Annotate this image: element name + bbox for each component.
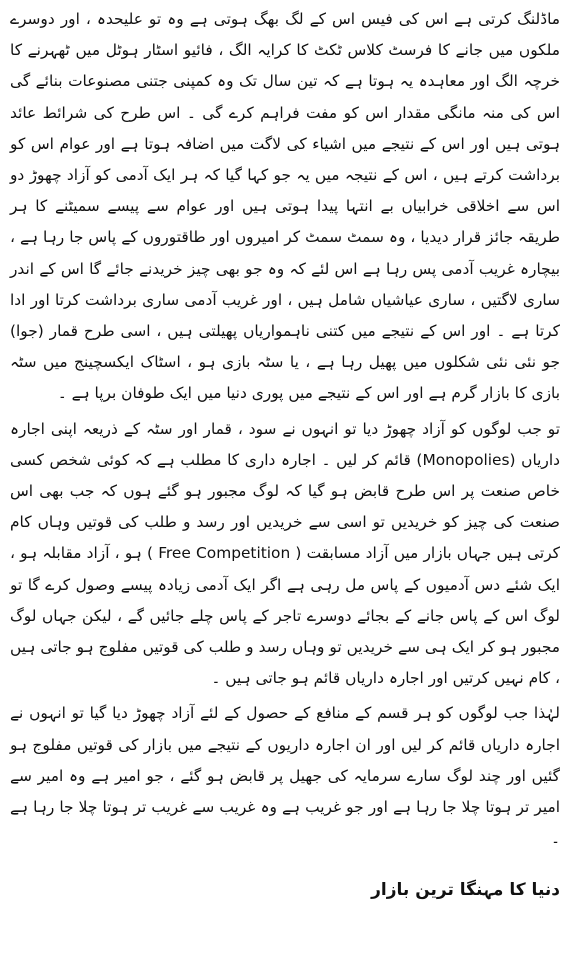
section-heading: دنیا کا مہنگا ترین بازار [371, 880, 560, 901]
paragraph-2: تو جب لوگوں کو آزاد چھوڑ دیا تو انہوں نے سود ، قمار اور سٹہ کے ذریعہ اپنی اجارہ داریاں (Monopolies) قائم کر لیں ۔ اجارہ داری کا مطلب ہے کہ کوئی شخص کسی خاص صنعت پر اس طرح قابض ہو گیا کہ لوگ مجبور ہو گئے ہوں کہ جب بھی اس صنعت کی چیز کو خریدیں تو اسی سے خریدیں اور رسد و طلب کی قوتیں وہاں کام کرتی ہیں جہاں بازار میں آزاد مسابقت ( Free Competition ) ہو ، آزاد مقابلہ ہو ، ایک شئے دس آدمیوں کے پاس مل رہی ہے اگر ایک آدمی زیادہ پیسے وصول کرے گا تو لوگ اس کے پاس جانے کے بجائے دوسرے تاجر کے پاس چلے جائیں گے ، لیکن جہاں لوگ مجبور ہو کر ایک ہی سے خریدیں تو وہاں رسد و طلب کی قوتیں مفلوج ہو جاتی ہیں ، کام نہیں کرتیں اور اجارہ داریاں قائم ہو جاتی ہیں ۔ [10, 419, 561, 688]
document-page [10, 4, 560, 958]
paragraph-1: ماڈلنگ کرتی ہے اس کی فیس اس کے لگ بھگ ہوتی ہے وہ تو علیحدہ ، اور دوسرے ملکوں میں جانے کا فرسٹ کلاس ٹکٹ کا کرایہ الگ ، فائیو اسٹار ہوٹل میں ٹھہرنے کا خرچہ الگ اور معاہدہ یہ ہوتا ہے کہ تین سال تک وہ کمپنی جتنی مصنوعات بنائے گی اس کی منہ مانگی مقدار اس کو مفت فراہم کرے گی ۔ اس طرح کی شرائط عائد ہوتی ہیں اور اس کے نتیجے میں اشیاء کی لاگت میں اضافہ ہوتا ہے اور عوام اس کو برداشت کرتے ہیں ، اس کے نتیجہ میں یہ جو کہا گیا کہ ہر ایک آدمی کو آزاد چھوڑ دو اس سے اخلاقی خرابیاں بے انتہا پیدا ہوتی ہیں اور عوام سے پیسے سمیٹنے کا ہر طریقہ جائز قرار دیدیا ، وہ سمٹ سمٹ کر امیروں اور طاقتوروں کے پاس جا رہا ہے ، بیچارہ غریب آدمی پس رہا ہے اس لئے کہ وہ جو بھی چیز خریدنے جائے گا اس کے اندر ساری لاگتیں ، ساری عیاشیاں شامل ہیں ، اور غریب آدمی ساری برداشت کرتا اور ادا کرتا ہے ۔ اور اس کے نتیجے میں کتنی ناہمواریاں پھیلتی ہیں ، اسی طرح قمار (جوا) جو نئی نئی شکلوں میں پھیل رہا ہے ، یا سٹہ بازی ہو ، اسٹاک ایکسچینج میں سٹہ بازی کا بازار گرم ہے اور اس کے نتیجے میں پوری دنیا میں ایک طوفان برپا ہے ۔ [10, 10, 560, 403]
paragraph-3: لہٰذا جب لوگوں کو ہر قسم کے منافع کے حصول کے لئے آزاد چھوڑ دیا گیا تو انہوں نے اجارہ داریاں قائم کر لیں اور ان اجارہ داریوں کے نتیجے میں بازار کی قوتیں مفلوج ہو گئیں اور چند لوگ سارے سرمایہ کی جھیل پر قابض ہو گئے ، جو امیر ہے وہ امیر سے امیر تر ہوتا چلا جا رہا ہے اور جو غریب ہے وہ غریب سے غریب تر ہوتا چلا جا رہا ہے ۔ [10, 704, 560, 848]
